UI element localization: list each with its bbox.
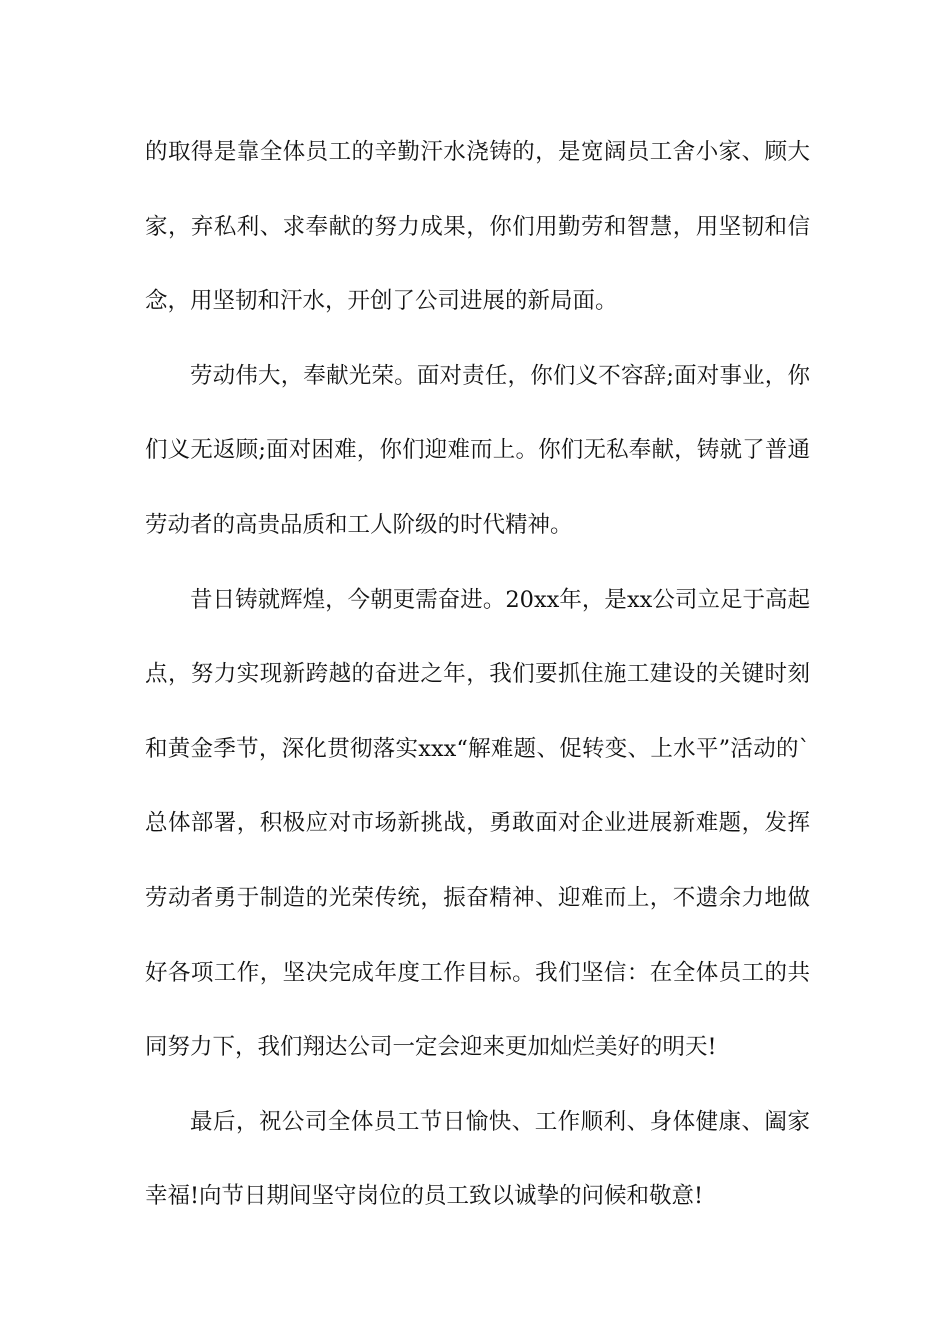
paragraph-labor-honor: 劳动伟大，奉献光荣。面对责任，你们义不容辞;面对事业，你们义无返顾;面对困难，你们迎难而上。你们无私奉献，铸就了普通劳动者的高贵品质和工人阶级的时代精神。	[145, 362, 810, 538]
paragraph-continuation: 的取得是靠全体员工的辛勤汗水浇铸的，是宽阔员工舍小家、顾大家，弃私利、求奉献的努力成果，你们用勤劳和智慧，用坚韧和信念，用坚韧和汗水，开创了公司进展的新局面。	[145, 139, 810, 315]
paragraph-closing-wishes: 最后，祝公司全体员工节日愉快、工作顺利、身体健康、阖家幸福!向节日期间坚守岗位的员工致以诚挚的问候和敬意!	[145, 1108, 810, 1210]
paragraph-forward-progress: 昔日铸就辉煌，今朝更需奋进。20xx年，是xx公司立足于高起点，努力实现新跨越的奋进之年，我们要抓住施工建设的关键时刻和黄金季节，深化贯彻落实xxx“解难题、促转变、上水平”活动的`总体部署，积极应对市场新挑战，勇敢面对企业进展新难题，发挥劳动者勇于制造的光荣传统，振奋精神、迎难而上，不遗余力地做好各项工作，坚决完成年度工作目标。我们坚信：在全体员工的共同努力下，我们翔达公司一定会迎来更加灿烂美好的明天!	[145, 586, 810, 1061]
document-body	[145, 115, 810, 1234]
